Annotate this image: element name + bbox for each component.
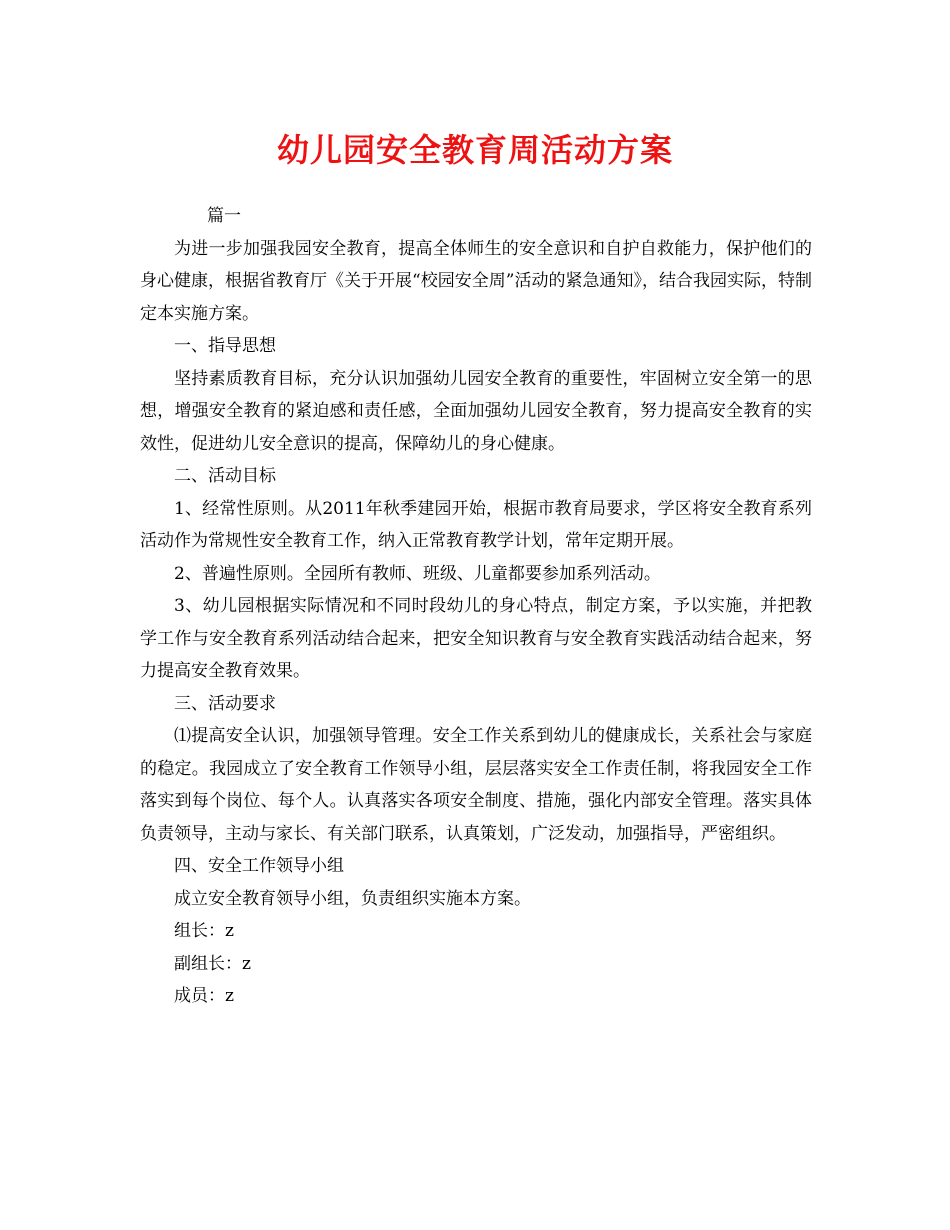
heading-leadership-group: 四、安全工作领导小组 xyxy=(174,856,344,876)
leader-line: 组长：z xyxy=(174,921,234,941)
paragraph-leadership-group: 成立安全教育领导小组，负责组织实施本方案。 xyxy=(174,888,531,909)
heading-activity-requirements: 三、活动要求 xyxy=(174,693,276,714)
heading-activity-goals: 二、活动目标 xyxy=(174,466,276,486)
document-title: 幼儿园安全教育周活动方案 xyxy=(276,131,673,169)
paragraph-intro: 为进一步加强我园安全教育，提高全体师生的安全意识和自护自救能力，保护他们的身心健康，根据省教育厅《关于开展“校园安全周”活动的紧急通知》，结合我园实际，特制定本实施方案。 xyxy=(140,238,812,324)
paragraph-goal-3: 3、幼儿园根据实际情况和不同时段幼儿的身心特点，制定方案，予以实施，并把教学工作与安全教育系列活动结合起来，把安全知识教育与安全教育实践活动结合起来，努力提高安全教育效果。 xyxy=(140,596,812,681)
members-line: 成员：z xyxy=(174,986,234,1006)
deputy-leader-line: 副组长：z xyxy=(174,953,251,974)
document-body xyxy=(140,200,812,1013)
section-label: 篇一 xyxy=(207,206,241,226)
heading-guiding-ideology: 一、指导思想 xyxy=(174,336,276,356)
paragraph-requirement-1: ⑴提高安全认识，加强领导管理。安全工作关系到幼儿的健康成长，关系社会与家庭的稳定。我园成立了安全教育工作领导小组，层层落实安全工作责任制，将我园安全工作落实到每个岗位、每个人。认真落实各项安全制度、措施，强化内部安全管理。落实具体负责领导，主动与家长、有关部门联系，认真策划，广泛发动，加强指导，严密组织。 xyxy=(140,726,812,844)
paragraph-goal-1: 1、经常性原则。从2011年秋季建园开始，根据市教育局要求，学区将安全教育系列活动作为常规性安全教育工作，纳入正常教育教学计划，常年定期开展。 xyxy=(140,498,812,551)
paragraph-goal-2: 2、普遍性原则。全园所有教师、班级、儿童都要参加系列活动。 xyxy=(174,563,661,584)
paragraph-guiding-ideology: 坚持素质教育目标，充分认识加强幼儿园安全教育的重要性，牢固树立安全第一的思想，增强安全教育的紧迫感和责任感，全面加强幼儿园安全教育，努力提高安全教育的实效性，促进幼儿安全意识的提高，保障幼儿的身心健康。 xyxy=(140,368,812,454)
